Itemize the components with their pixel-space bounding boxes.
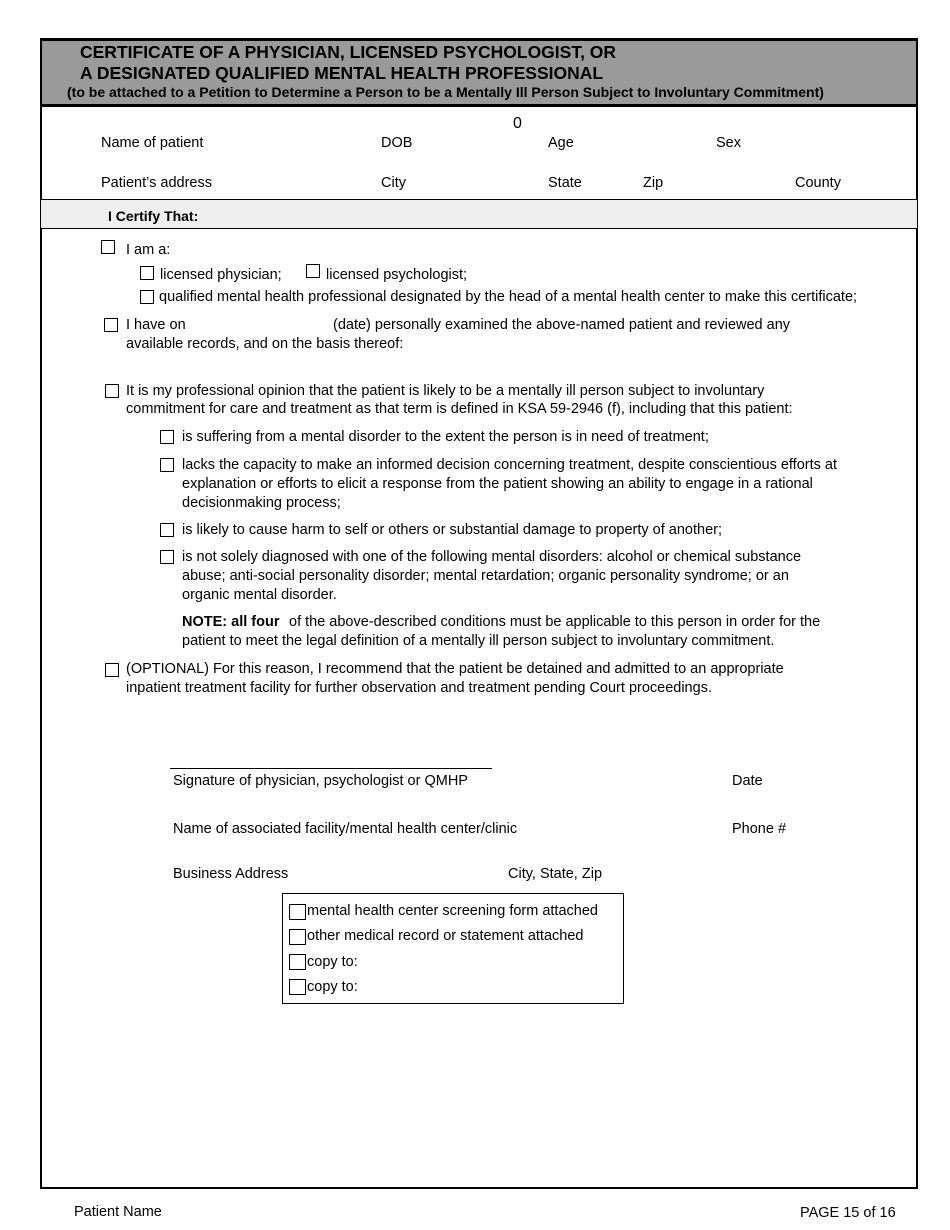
certify-heading: I Certify That: — [108, 208, 199, 224]
sex-label: Sex — [716, 135, 741, 151]
zip-label: Zip — [643, 175, 664, 191]
condition-4-checkbox[interactable] — [160, 550, 174, 564]
form-title-line2: A DESIGNATED QUALIFIED MENTAL HEALTH PROFESSIONAL — [80, 63, 604, 83]
signature-line[interactable] — [170, 768, 492, 769]
i-am-a-checkbox[interactable] — [101, 240, 115, 254]
condition-1-checkbox[interactable] — [160, 430, 174, 444]
copy-to-1-label: copy to: — [307, 954, 358, 970]
form-title-line1: CERTIFICATE OF A PHYSICIAN, LICENSED PSYCHOLOGIST, OR — [80, 42, 617, 62]
examined-text-a: I have on — [126, 317, 186, 333]
city-label: City — [381, 175, 406, 191]
condition-2-text-line3: decisionmaking process; — [182, 495, 341, 511]
signature-label: Signature of physician, psychologist or QMHP — [173, 773, 468, 789]
condition-4-text-line1: is not solely diagnosed with one of the following mental disorders: alcohol or chemical substance — [182, 549, 802, 565]
screening-form-label: mental health center screening form attached — [307, 903, 598, 919]
opinion-text-line1: It is my professional opinion that the patient is likely to be a mentally ill person subject to involuntary — [126, 383, 765, 399]
licensed-psychologist-checkbox[interactable] — [306, 264, 320, 278]
examined-text-line2: available records, and on the basis thereof: — [126, 336, 404, 352]
condition-3-text: is likely to cause harm to self or others or substantial damage to property of another; — [182, 522, 722, 538]
licensed-psychologist-label: licensed psychologist; — [326, 267, 468, 283]
note-bold: NOTE: all four — [182, 614, 280, 630]
opinion-text-line2: commitment for care and treatment as that term is defined in KSA 59-2946 (f), including that this patient: — [126, 401, 793, 417]
county-label: County — [795, 175, 841, 191]
i-am-a-label: I am a: — [126, 242, 171, 258]
facility-label: Name of associated facility/mental health center/clinic — [173, 821, 518, 837]
note-text-line2: patient to meet the legal definition of a mentally ill person subject to involuntary commitment. — [182, 633, 775, 649]
condition-2-text-line1: lacks the capacity to make an informed decision concerning treatment, despite conscientious efforts at — [182, 457, 837, 473]
opinion-checkbox[interactable] — [105, 384, 119, 398]
condition-4-text-line3: organic mental disorder. — [182, 587, 337, 603]
condition-2-text-line2: explanation or efforts to elicit a response from the patient showing an ability to engage in a rational — [182, 476, 813, 492]
name-of-patient-label: Name of patient — [101, 135, 204, 151]
condition-4-text-line2: abuse; anti-social personality disorder; mental retardation; organic personality syndrome; or an — [182, 568, 789, 584]
condition-2-checkbox[interactable] — [160, 458, 174, 472]
business-address-label: Business Address — [173, 866, 289, 882]
footer-page-number: PAGE 15 of 16 — [800, 1205, 896, 1221]
footer-patient-name: Patient Name — [74, 1204, 162, 1220]
city-state-zip-label: City, State, Zip — [508, 866, 603, 882]
copy-to-2-checkbox[interactable] — [289, 979, 306, 995]
optional-text-line2: inpatient treatment facility for further observation and treatment pending Court proceedings. — [126, 680, 712, 696]
screening-form-checkbox[interactable] — [289, 904, 306, 920]
licensed-physician-label: licensed physician; — [160, 267, 282, 283]
medical-record-label: other medical record or statement attached — [307, 928, 584, 944]
qmhp-label: qualified mental health professional designated by the head of a mental health center to make this certificate; — [159, 289, 858, 305]
copy-to-1-checkbox[interactable] — [289, 954, 306, 970]
phone-label: Phone # — [732, 821, 787, 837]
optional-checkbox[interactable] — [105, 663, 119, 677]
age-value: 0 — [513, 115, 522, 132]
date-label: Date — [732, 773, 763, 789]
copy-to-2-label: copy to: — [307, 979, 358, 995]
qmhp-checkbox[interactable] — [140, 290, 154, 304]
condition-1-text: is suffering from a mental disorder to the extent the person is in need of treatment; — [182, 429, 709, 445]
examined-text-b: (date) personally examined the above-named patient and reviewed any — [333, 317, 791, 333]
licensed-physician-checkbox[interactable] — [140, 266, 154, 280]
optional-text-line1: (OPTIONAL) For this reason, I recommend that the patient be detained and admitted to an appropriate — [126, 661, 784, 677]
note-text-line1: of the above-described conditions must be applicable to this person in order for the — [289, 614, 821, 630]
state-label: State — [548, 175, 582, 191]
dob-label: DOB — [381, 135, 413, 151]
condition-3-checkbox[interactable] — [160, 523, 174, 537]
patient-address-label: Patient’s address — [101, 175, 212, 191]
examined-checkbox[interactable] — [104, 318, 118, 332]
age-label: Age — [548, 135, 574, 151]
form-subtitle: (to be attached to a Petition to Determine a Person to be a Mentally Ill Person Subject to Involuntary Commitment) — [67, 84, 824, 100]
medical-record-checkbox[interactable] — [289, 929, 306, 945]
